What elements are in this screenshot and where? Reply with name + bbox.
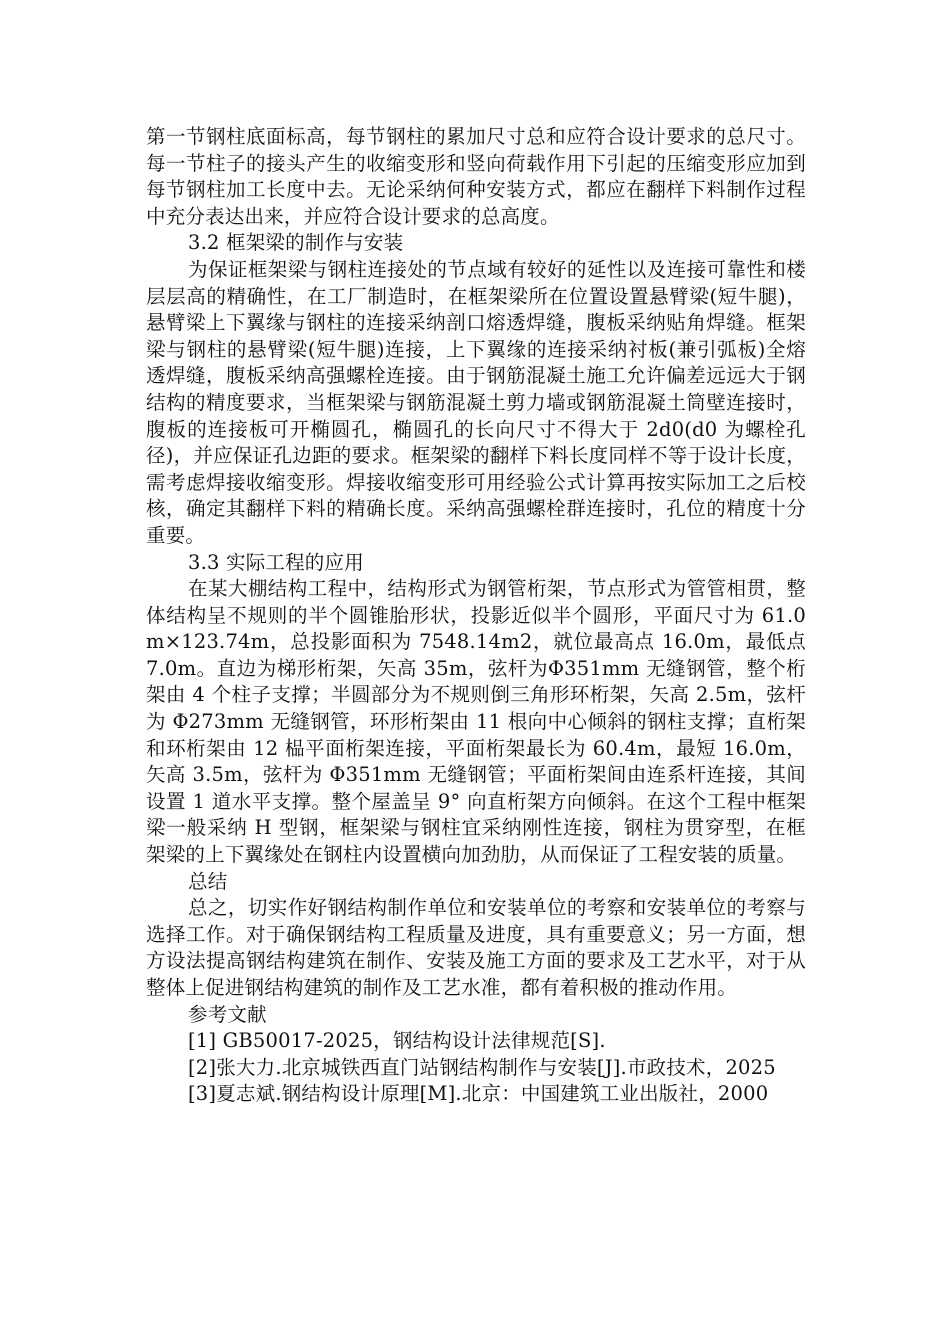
body-paragraph: 第一节钢柱底面标高，每节钢柱的累加尺寸总和应符合设计要求的总尺寸。每一节柱子的接头产生的收缩变形和竖向荷载作用下引起的压缩变形应加到每节钢柱加工长度中去。无论采纳何种安装方式，都应在翻样下料制作过程中充分表达出来，并应符合设计要求的总高度。 (146, 125, 806, 228)
body-paragraph: 总之，切实作好钢结构制作单位和安装单位的考察和安装单位的考察与选择工作。对于确保钢结构工程质量及进度，具有重要意义；另一方面，想方设法提高钢结构建筑在制作、安装及施工方面的要求及工艺水平，对于从整体上促进钢结构建筑的制作及工艺水准，都有着积极的推动作用。 (146, 896, 806, 999)
reference-item: [2]张大力.北京城铁西直门站钢结构制作与安装[J].市政技术，2025 (188, 1055, 776, 1079)
references-heading: 参考文献 (188, 1002, 267, 1026)
section-heading: 3.3 实际工程的应用 (188, 550, 364, 574)
document-page (146, 124, 806, 1108)
reference-item: [3]夏志斌.钢结构设计原理[M].北京：中国建筑工业出版社，2000 (188, 1082, 769, 1106)
section-heading: 3.2 框架梁的制作与安装 (188, 231, 404, 255)
body-paragraph: 在某大棚结构工程中，结构形式为钢管桁架，节点形式为管管相贯，整体结构呈不规则的半个圆锥胎形状，投影近似半个圆形，平面尺寸为 61.0m×123.74m，总投影面积为 7548.14m2，就位最高点 16.0m，最低点 7.0m。直边为梯形桁架，矢高 35m，弦杆为Φ351mm 无缝钢管，整个桁架由 4 个柱子支撑；半圆部分为不规则倒三角形环桁架，矢高 2.5m，弦杆为 Φ273mm 无缝钢管，环形桁架由 11 根向中心倾斜的钢柱支撑；直桁架和环桁架由 12 榀平面桁架连接，平面桁架最长为 60.4m，最短 16.0m，矢高 3.5m，弦杆为 Φ351mm 无缝钢管；平面桁架间由连系杆连接，其间设置 1 道水平支撑。整个屋盖呈 9° 向直桁架方向倾斜。在这个工程中框架梁一般采纳 H 型钢，框架梁与钢柱宜采纳刚性连接，钢柱为贯穿型，在框架梁的上下翼缘处在钢柱内设置横向加劲肋，从而保证了工程安装的质量。 (146, 577, 806, 867)
section-heading: 总结 (188, 869, 228, 893)
reference-item: [1] GB50017-2025，钢结构设计法律规范[S]. (188, 1029, 606, 1053)
body-paragraph: 为保证框架梁与钢柱连接处的节点域有较好的延性以及连接可靠性和楼层层高的精确性，在工厂制造时，在框架梁所在位置设置悬臂梁(短牛腿)，悬臂梁上下翼缘与钢柱的连接采纳剖口熔透焊缝，腹板采纳贴角焊缝。框架梁与钢柱的悬臂梁(短牛腿)连接，上下翼缘的连接采纳衬板(兼引弧板)全熔透焊缝，腹板采纳高强螺栓连接。由于钢筋混凝土施工允许偏差远远大于钢结构的精度要求，当框架梁与钢筋混凝土剪力墙或钢筋混凝土筒壁连接时，腹板的连接板可开椭圆孔，椭圆孔的长向尺寸不得大于 2d0(d0 为螺栓孔径)，并应保证孔边距的要求。框架梁的翻样下料长度同样不等于设计长度，需考虑焊接收缩变形。焊接收缩变形可用经验公式计算再按实际加工之后校核，确定其翻样下料的精确长度。采纳高强螺栓群连接时，孔位的精度十分重要。 (146, 257, 806, 547)
